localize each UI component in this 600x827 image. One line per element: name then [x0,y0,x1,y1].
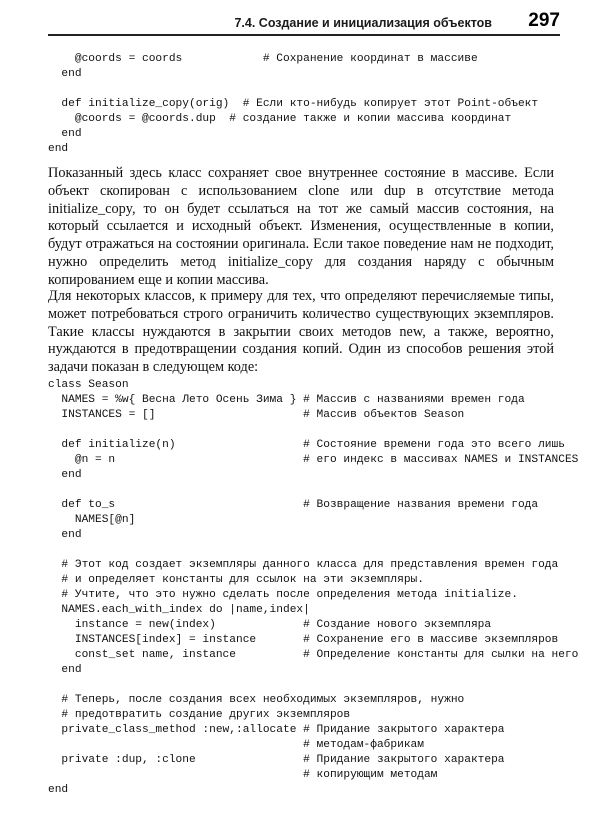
code-line: end [48,784,69,796]
paragraph-text: Показанный здесь класс сохраняет свое внутреннее состояние в массиве. Если объект скопирован с использованием clone или dup в отсутствие метода initialize_copy, то он будет ссылаться на тот же самый массив состояния, на который ссылается и исходный объект. Изменения, осуществленные в копии, будут отражаться на состоянии оригинала. Если такое поведение нам не подходит, нужно определить метод initialize_copy для создания наряду с обычным копированием еще и копии массива. [48,165,554,288]
code-line: private_class_method :new,:allocate # Придание закрытого характера [48,724,505,736]
code-line: NAMES[@n] [48,514,136,526]
code-line: # копирующим методам [48,769,438,781]
code-line: # Теперь, после создания всех необходимых экземпляров, нужно [48,694,465,706]
code-line [48,543,578,558]
code-line: private :dup, :clone # Придание закрытого характера [48,754,505,766]
running-head [48,10,560,34]
code-line: NAMES.each_with_index do |name,index| [48,604,310,616]
code-line: end [48,664,82,676]
page-number: 297 [528,10,560,31]
code-line: end [48,529,82,541]
code-line: # методам-фабрикам [48,739,424,751]
code-line: def initialize_copy(orig) # Если кто-нибудь копирует этот Point-объект [48,98,539,110]
code-line: NAMES = %w{ Весна Лето Осень Зима } # Массив с названиями времен года [48,394,525,406]
code-listing-season-class [48,378,578,798]
code-line: instance = new(index) # Создание нового экземпляра [48,619,492,631]
code-line: @coords = @coords.dup # создание также и копии массива координат [48,113,512,125]
paragraph-1 [48,165,554,290]
code-line: const_set name, instance # Определение константы для сылки на него [48,649,579,661]
code-line: end [48,68,82,80]
code-line [48,678,578,693]
code-line: end [48,143,69,155]
code-line [48,483,578,498]
code-line: INSTANCES[index] = instance # Сохранение его в массиве экземпляров [48,634,559,646]
paragraph-text: Для некоторых классов, к примеру для тех, что определяют перечисляемые типы, может потребоваться строго ограничить количество существующих экземпляров. Такие классы нуждаются в закрытии своих методов new, а также, вероятно, нуждаются в предотвращении создания копий. Один из способов решения этой задачи показан в следующем коде: [48,288,554,376]
code-line: @coords = coords # Сохранение координат в массиве [48,53,478,65]
code-line: end [48,469,82,481]
code-line: def initialize(n) # Состояние времени года это всего лишь [48,439,565,451]
code-line: @n = n # его индекс в массивах NAMES и INSTANCES [48,454,579,466]
code-line: # Этот код создает экземпляры данного класса для представления времен года [48,559,559,571]
code-line: class Season [48,379,129,391]
code-line: INSTANCES = [] # Массив объектов Season [48,409,465,421]
code-listing-point-class [48,52,538,157]
code-line: # предотвратить создание других экземпляров [48,709,351,721]
code-line: # Учтите, что это нужно сделать после определения метода initialize. [48,589,518,601]
section-title: 7.4. Создание и инициализация объектов [234,16,492,30]
code-line: # и определяет константы для ссылок на эти экземпляры. [48,574,424,586]
paragraph-2 [48,288,554,377]
code-line: end [48,128,82,140]
code-line: def to_s # Возвращение названия времени года [48,499,539,511]
header-rule [48,34,560,36]
code-line [48,82,538,97]
code-line [48,423,578,438]
